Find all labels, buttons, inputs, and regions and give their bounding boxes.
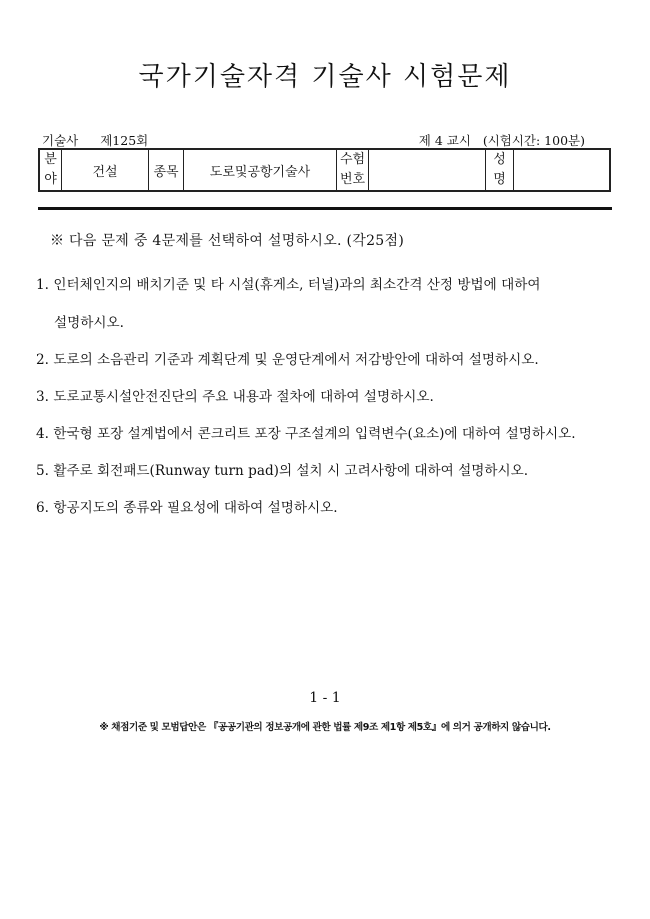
question-text: 인터체인지의 배치기준 및 타 시설(휴게소, 터널)과의 최소간격 산정 방법에 대하여	[53, 277, 541, 293]
name-label-bottom: 명	[493, 172, 506, 187]
category-value: 도로및공항기술사	[184, 149, 337, 191]
question-item	[36, 461, 621, 481]
exam-duration: (시험시간: 100분)	[482, 133, 585, 148]
exam-number-label-top: 수험	[339, 152, 366, 167]
footer-note: ※ 채점기준 및 모범답안은 『공공기관의 정보공개에 관한 법률 제9조 제1항 제5호』에 의거 공개하지 않습니다.	[99, 722, 551, 733]
exam-type: 기술사	[42, 133, 79, 148]
name-field[interactable]	[514, 149, 611, 191]
question-number: 6.	[36, 500, 49, 516]
question-text: 항공지도의 종류와 필요성에 대하여 설명하시오.	[53, 500, 338, 516]
question-text: 도로의 소음관리 기준과 계획단계 및 운영단계에서 저감방안에 대하여 설명하시오.	[53, 352, 539, 368]
question-item	[36, 424, 621, 444]
exam-number-label-cell	[337, 149, 369, 191]
page-title: 국가기술자격 기술사 시험문제	[138, 62, 512, 92]
header-divider	[38, 207, 612, 210]
question-number: 1.	[36, 277, 49, 293]
question-item	[36, 387, 621, 407]
field-value: 건설	[62, 149, 149, 191]
name-label-top: 성	[493, 152, 506, 167]
question-text: 도로교통시설안전진단의 주요 내용과 절차에 대하여 설명하시오.	[53, 389, 434, 405]
page-number: 1 - 1	[309, 690, 341, 706]
exam-number-label-bottom: 번호	[339, 172, 366, 187]
question-number: 5.	[36, 463, 49, 479]
field-label-top: 분	[44, 152, 57, 167]
exam-meta-right	[419, 131, 585, 149]
question-number: 4.	[36, 426, 49, 442]
instruction-text: ※ 다음 문제 중 4문제를 선택하여 설명하시오. (각25점)	[50, 233, 405, 249]
exam-number-field[interactable]	[369, 149, 486, 191]
exam-round: 제125회	[100, 133, 149, 148]
name-label-cell	[486, 149, 514, 191]
category-label: 종목	[149, 149, 184, 191]
question-text: 한국형 포장 설계법에서 콘크리트 포장 구조설계의 입력변수(요소)에 대하여 설명하시오.	[53, 426, 576, 442]
question-number: 2.	[36, 352, 49, 368]
exam-session: 제 4 교시	[418, 133, 471, 148]
question-number: 3.	[36, 389, 49, 405]
question-list	[36, 275, 621, 535]
question-text-continued: 설명하시오.	[54, 315, 124, 331]
question-text: 활주로 회전패드(Runway turn pad)의 설치 시 고려사항에 대하여 설명하시오.	[53, 463, 529, 479]
field-label-bottom: 야	[44, 172, 57, 187]
exam-info-table	[38, 148, 611, 192]
question-item	[36, 275, 621, 333]
question-item	[36, 350, 621, 370]
exam-meta-left	[42, 131, 148, 149]
field-label-cell	[39, 149, 62, 191]
question-item	[36, 498, 621, 518]
